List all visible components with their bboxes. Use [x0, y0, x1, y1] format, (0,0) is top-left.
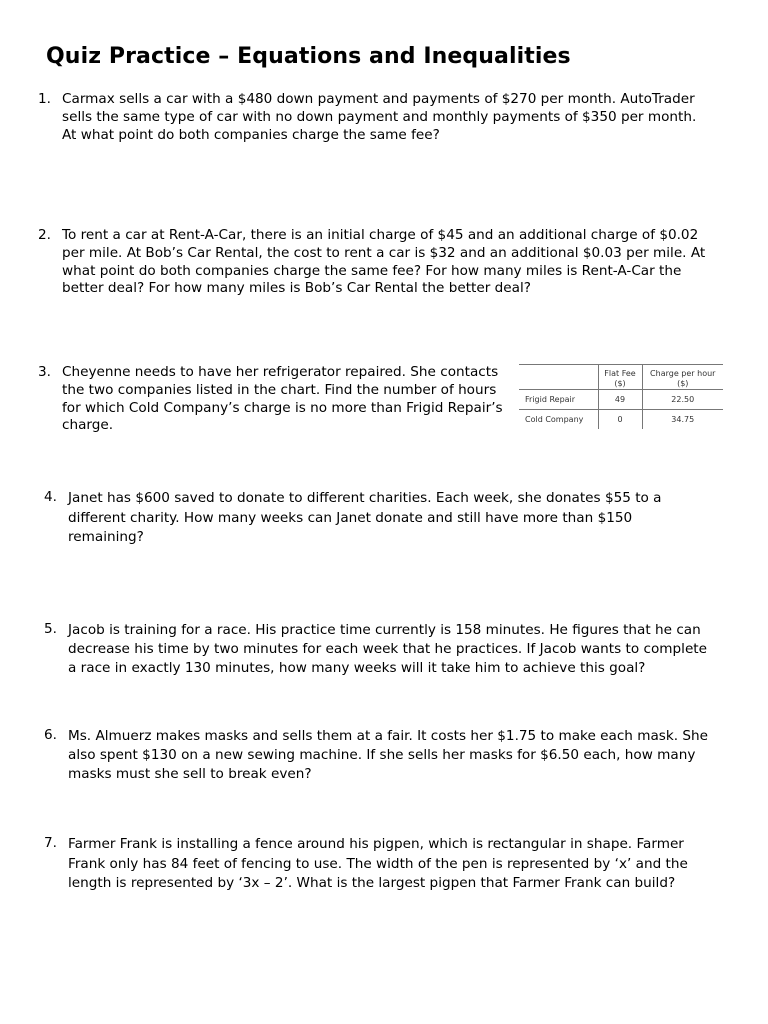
question-line: Ms. Almuerz makes masks and sells them at a fair. It costs her $1.75 to make each mask. She [68, 728, 709, 744]
question-line: masks must she sell to break even? [68, 766, 312, 783]
question-4 [44, 489, 744, 547]
question-text [68, 835, 688, 894]
fee-table-cell: 34.75 [642, 410, 723, 430]
fee-table-cell: 22.50 [642, 390, 723, 410]
fee-table [519, 364, 723, 426]
fee-table-row-label: Cold Company [519, 410, 598, 430]
question-line: different charity. How many weeks can Janet donate and still have more than $150 [68, 509, 633, 526]
question-text [68, 727, 708, 785]
question-line: Frank only has 84 feet of fencing to use. The width of the pen is represented by ‘x’ and the [68, 855, 688, 872]
fee-table-cell: 0 [598, 410, 642, 430]
question-line: for which Cold Company’s charge is no more than Frigid Repair’s [62, 399, 503, 416]
question-5 [44, 621, 744, 679]
question-2 [38, 227, 738, 301]
question-line: per mile. At Bob’s Car Rental, the cost to rent a car is $32 and an additional $0.03 per mile. At [62, 244, 706, 261]
question-line: charge. [62, 417, 114, 434]
question-number: 6. [44, 727, 57, 743]
question-line: sells the same type of car with no down payment and monthly payments of $350 per month. [62, 108, 697, 125]
question-line: To rent a car at Rent-A-Car, there is an initial charge of $45 and an additional charge of $0.02 [62, 227, 699, 243]
question-line: also spent $130 on a new sewing machine. If she sells her masks for $6.50 each, how many [68, 747, 696, 764]
question-line: length is represented by ‘3x – 2’. What is the largest pigpen that Farmer Frank can build? [68, 875, 676, 891]
question-number: 1. [38, 91, 51, 107]
fee-table-header-hourly: Charge per hour ($) [642, 365, 723, 390]
question-number: 2. [38, 227, 51, 243]
question-line: decrease his time by two minutes for each week that he practices. If Jacob wants to complete [68, 641, 707, 658]
question-line: Carmax sells a car with a $480 down payment and payments of $270 per month. AutoTrader [62, 91, 695, 107]
question-text [62, 364, 503, 435]
page-title: Quiz Practice – Equations and Inequalities [46, 44, 571, 69]
question-line: Cheyenne needs to have her refrigerator repaired. She contacts [62, 364, 499, 380]
question-line: what point do both companies charge the same fee? For how many miles is Rent-A-Car the [62, 262, 682, 279]
question-text [62, 91, 696, 144]
fee-table-cell: 49 [598, 390, 642, 410]
question-text [62, 227, 705, 298]
question-number: 5. [44, 621, 57, 637]
question-7 [44, 835, 744, 893]
fee-table-header-corner [519, 365, 598, 390]
question-line: the two companies listed in the chart. Find the number of hours [62, 381, 497, 398]
question-text [68, 621, 707, 679]
question-line: Jacob is training for a race. His practice time currently is 158 minutes. He figures that he can [68, 622, 701, 638]
question-1 [38, 91, 738, 147]
fee-table-row-label: Frigid Repair [519, 390, 598, 410]
question-text [68, 489, 662, 548]
question-6 [44, 727, 744, 785]
question-number: 4. [44, 489, 57, 505]
question-line: remaining? [68, 529, 144, 545]
question-3 [38, 364, 518, 438]
question-line: At what point do both companies charge the same fee? [62, 126, 440, 143]
question-line: Farmer Frank is installing a fence around his pigpen, which is rectangular in shape. Farmer [68, 836, 684, 852]
question-line: Janet has $600 saved to donate to different charities. Each week, she donates $55 to a [68, 490, 662, 506]
question-line: a race in exactly 130 minutes, how many weeks will it take him to achieve this goal? [68, 660, 646, 677]
question-number: 3. [38, 364, 51, 380]
question-line: better deal? For how many miles is Bob’s Car Rental the better deal? [62, 280, 531, 297]
fee-table-header-flat-fee: Flat Fee ($) [598, 365, 642, 390]
question-number: 7. [44, 835, 57, 851]
